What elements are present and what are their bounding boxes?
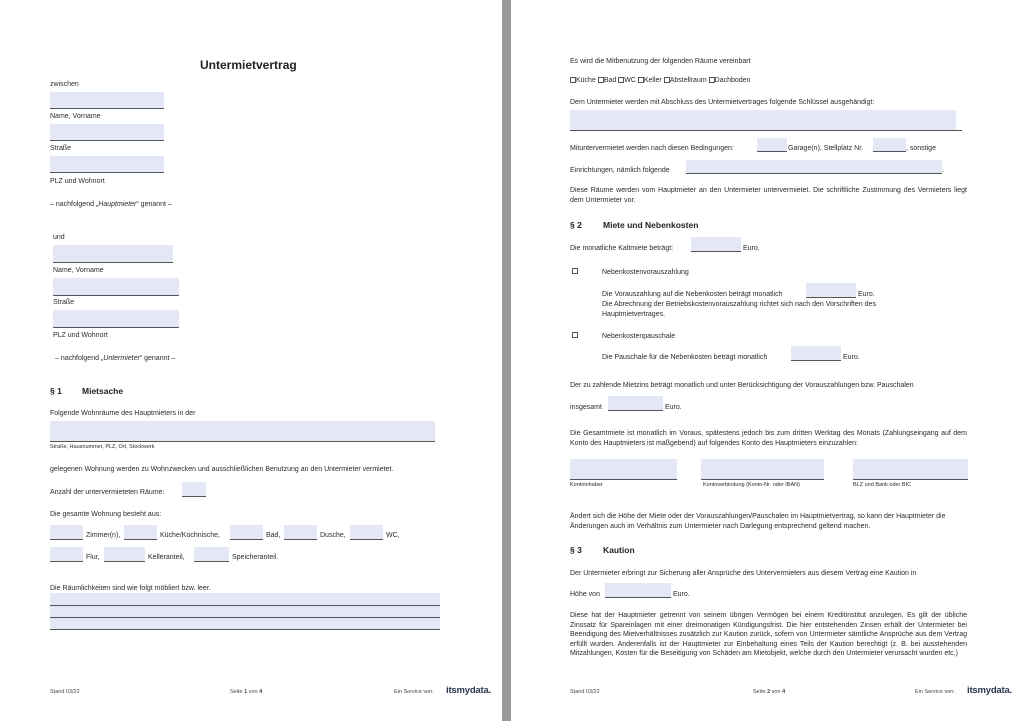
kaution-text-1: Der Untermieter erbringt zur Sicherung aller Ansprüche des Untervermieters aus diesem Vertrag eine Kaution in [570, 570, 917, 577]
name-label: Name, Vorname [50, 113, 101, 120]
einrichtungen-label: Einrichtungen, nämlich folgende [570, 167, 670, 174]
checkbox-keller[interactable] [638, 77, 644, 83]
euro-label: Euro. [673, 591, 690, 598]
stellplatz-field[interactable] [873, 138, 906, 151]
strasse-label: Straße [50, 145, 72, 152]
garagen-field[interactable] [757, 138, 787, 151]
wc-label: WC, [386, 532, 400, 539]
hauptmieter-plz-field[interactable] [50, 156, 164, 172]
checkbox-wc[interactable] [618, 77, 624, 83]
underline [104, 561, 145, 562]
einrichtungen-field[interactable] [686, 160, 942, 173]
underline [50, 561, 83, 562]
document-page-1 [0, 0, 502, 721]
blz-field[interactable] [853, 459, 968, 479]
nk-voraus-text2: Die Abrechnung der Betriebskostenvorauszahlung richtet sich nach den Vorschriften des Hauptmietvertrages. [602, 301, 876, 318]
section-1-number: § 1 [50, 386, 62, 396]
hauptmieter-strasse-field[interactable] [50, 124, 164, 140]
nk-pauschale-label: Nebenkostenpauschale [602, 333, 676, 340]
kaltmiete-field[interactable] [691, 237, 741, 251]
euro-label: Euro. [743, 245, 760, 252]
footer-service: Ein Service von: [915, 689, 955, 695]
bad-label: Bad, [266, 532, 281, 539]
euro-label: Euro. [665, 404, 682, 411]
dusche-label: Dusche, [320, 532, 346, 539]
underline [605, 597, 671, 598]
einrichtungen-end: . [942, 167, 944, 174]
underline [50, 172, 164, 173]
speicher-field[interactable] [194, 547, 229, 561]
checkbox-dachboden[interactable] [709, 77, 715, 83]
mitbenutzung-text: Es wird die Mitbenutzung der folgenden Räume vereinbart [570, 58, 751, 65]
mietzins-text: Der zu zahlende Mietzins beträgt monatlich und unter Berücksichtigung der Vorauszahlungen bzw. Pauschalen [570, 382, 914, 389]
wohnraeume-text: Folgende Wohnräume des Hauptmieters in der [50, 410, 196, 417]
flur-field[interactable] [50, 547, 83, 561]
checkbox-nk-voraus[interactable] [572, 268, 578, 274]
bedingungen-text: Mituntervermietet werden nach diesen Bedingungen: [570, 145, 734, 152]
nk-pauschale-text: Die Pauschale für die Nebenkosten beträgt monatlich [602, 354, 768, 361]
nk-pauschale-field[interactable] [791, 346, 841, 360]
kueche-label: Küche/Kochnische, [160, 532, 220, 539]
zwischen-label: zwischen [50, 81, 79, 88]
underline [284, 539, 317, 540]
hauptmieter-name-field[interactable] [50, 92, 164, 108]
kueche-field[interactable] [124, 525, 157, 539]
section-2-title: Miete und Nebenkosten [603, 220, 699, 230]
underline [50, 617, 440, 618]
euro-label: Euro. [858, 291, 875, 298]
gesamte-label: Die gesamte Wohnung besteht aus: [50, 511, 162, 518]
euro-label: Euro. [843, 354, 860, 361]
zustimmung-text: Diese Räume werden vom Hauptmieter an den Untermieter untervermietet. Die schriftliche Zustimmung des Vermieters liegt dem Untermieter vor. [570, 187, 967, 204]
kaution-text: Diese hat der Hauptmieter getrennt von seinem übrigen Vermögen bei einem Kreditinstitut anzulegen. Es gilt der übliche Zinssatz für Spareinlagen mit einer dreimonatigen Kündigungsfrist. Die hier entstehenden Zinsen erhält der Untermieter bei Beendigung des Mietverhältnisses zusätzlich zur Kaution zurück, sofern von Untermieter sämtliche Ansprüche aus dem Vertrag erfüllt wurden. Anderenfalls ist der Hauptmieter zur Einbehaltung eines Teils der Kaution berechtigt (z. B. bei ausstehenden Mitzahlungen, Kosten für die Beseitigung von Schäden am Mietobjekt, welche durch den Untermieter verursacht wurden etc.) [570, 612, 967, 657]
kaltmiete-label: Die monatliche Kaltmiete beträgt: [570, 245, 674, 252]
underline [50, 539, 83, 540]
kontoinhaber-field[interactable] [570, 459, 677, 479]
adresse-field[interactable] [50, 421, 435, 441]
underline [701, 479, 824, 480]
underline [50, 605, 440, 606]
untermieter-name-field[interactable] [53, 245, 173, 262]
strasse-label: Straße [53, 299, 75, 306]
nk-voraus-field[interactable] [806, 283, 856, 297]
underline [194, 561, 229, 562]
bad-field[interactable] [230, 525, 263, 539]
checkbox-bad[interactable] [598, 77, 604, 83]
blz-label: BLZ und Bank oder BIC [853, 482, 912, 488]
flur-label: Flur, [86, 554, 100, 561]
document-title: Untermietvertrag [200, 58, 297, 72]
raum-label: Küche [576, 77, 596, 84]
kontoverbindung-label: Kontoverbindung (Konto-Nr. oder IBAN) [703, 482, 800, 488]
raum-label: Dachboden [714, 77, 751, 84]
raum-label: Abstellraum [669, 77, 707, 84]
underline [806, 297, 856, 298]
zimmer-label: Zimmer(n), [86, 532, 121, 539]
underline [50, 108, 164, 109]
kontoinhaber-label: Kontoinhaber [570, 482, 603, 488]
section-2-number: § 2 [570, 220, 582, 230]
gesamtmiete-text: Die Gesamtmiete ist monatlich im Voraus, spätestens jedoch bis zum dritten Werktag des Monats (Zahlungseingang auf dem Konto des Hauptmieters ist maßgebend) auf folgendes Konto des Hauptmieters einzuzahlen: [570, 430, 967, 447]
untermieter-plz-field[interactable] [53, 310, 179, 327]
underline [686, 173, 942, 174]
document-page-2 [511, 0, 1024, 721]
checkbox-abstellraum[interactable] [664, 77, 670, 83]
itsmydata-logo: itsmydata. [446, 685, 491, 696]
underline [50, 629, 440, 630]
raum-label: Keller [643, 77, 662, 84]
underline [53, 327, 179, 328]
underline [757, 151, 787, 152]
underline [791, 360, 841, 361]
dusche-field[interactable] [284, 525, 317, 539]
plz-label: PLZ und Wohnort [50, 178, 105, 185]
hauptmieter-note: – nachfolgend „Hauptmieter“ genannt – [50, 201, 172, 208]
hoehe-von-label: Höhe von [570, 591, 600, 598]
moebliert-label: Die Räumlichkeiten sind wie folgt möbliert bzw. leer. [50, 585, 211, 592]
untermieter-strasse-field[interactable] [53, 278, 179, 295]
underline [570, 130, 962, 131]
insgesamt-label: insgesamt [570, 404, 602, 411]
underline [230, 539, 263, 540]
itsmydata-logo: itsmydata. [967, 685, 1012, 696]
underline [873, 151, 906, 152]
schluessel-text: Dem Untermieter werden mit Abschluss des Untermietvertrages folgende Schlüssel ausgehändigt: [570, 99, 875, 106]
moebliert-field[interactable] [50, 593, 440, 630]
underline [691, 251, 741, 252]
und-label: und [53, 234, 65, 241]
garagen-label: Garage(n), Stellplatz Nr. [788, 145, 864, 152]
adresse-hint: Straße, Hausnummer, PLZ, Ort, Stockwerk [50, 444, 155, 450]
checkbox-nk-pauschale[interactable] [572, 332, 578, 338]
underline [570, 479, 677, 480]
section-3-title: Kaution [603, 545, 635, 555]
kaution-field[interactable] [605, 583, 671, 597]
raeume-checkbox-row [570, 76, 750, 85]
section-1-title: Mietsache [82, 386, 124, 396]
footer-page-number: Seite 2 von 4 [753, 689, 786, 695]
underline [50, 441, 435, 442]
speicher-label: Speicheranteil. [232, 554, 279, 561]
zimmer-field[interactable] [50, 525, 83, 539]
underline [608, 410, 663, 411]
footer-page-number: Seite 1 von 4 [230, 689, 263, 695]
keller-field[interactable] [104, 547, 145, 561]
schluessel-field[interactable] [570, 110, 956, 130]
wc-field[interactable] [350, 525, 383, 539]
underline [182, 496, 206, 497]
section-3-number: § 3 [570, 545, 582, 555]
gelegenen-text: gelegenen Wohnung werden zu Wohnzwecken und ausschließlichen Benutzung an den Untermieter vermietet. [50, 466, 394, 473]
footer-service: Ein Service von: [394, 689, 434, 695]
underline [50, 140, 164, 141]
anzahl-field[interactable] [182, 482, 206, 496]
underline [853, 479, 968, 480]
aendert-text: Ändert sich die Höhe der Miete oder der Vorauszahlungen/Pauschalen im Hauptmietvertrag, so kann der Hauptmieter die Änderungen auch im Verhältnis zum Untermieter nach Darlegung entsprechend geltend machen. [570, 513, 946, 530]
untermieter-note: – nachfolgend „Untermieter“ genannt – [55, 355, 176, 362]
underline [124, 539, 157, 540]
anzahl-label: Anzahl der untervermieteten Räume: [50, 489, 165, 496]
plz-label: PLZ und Wohnort [53, 332, 108, 339]
underline [53, 295, 179, 296]
footer-stand: Stand 03/22 [50, 689, 80, 695]
sonstige-label: , sonstige [906, 145, 936, 152]
footer-stand: Stand 03/22 [570, 689, 600, 695]
nk-voraus-text1: Die Vorauszahlung auf die Nebenkosten beträgt monatlich [602, 291, 783, 298]
nk-voraus-label: Nebenkostenvorauszahlung [602, 269, 689, 276]
insgesamt-field[interactable] [608, 396, 663, 410]
raum-label: Bad [603, 77, 617, 84]
name-label: Name, Vorname [53, 267, 104, 274]
underline [53, 262, 173, 263]
kontoverbindung-field[interactable] [701, 459, 824, 479]
keller-label: Kelleranteil, [148, 554, 185, 561]
checkbox-kueche[interactable] [570, 77, 576, 83]
raum-label: WC [624, 77, 636, 84]
underline [350, 539, 383, 540]
